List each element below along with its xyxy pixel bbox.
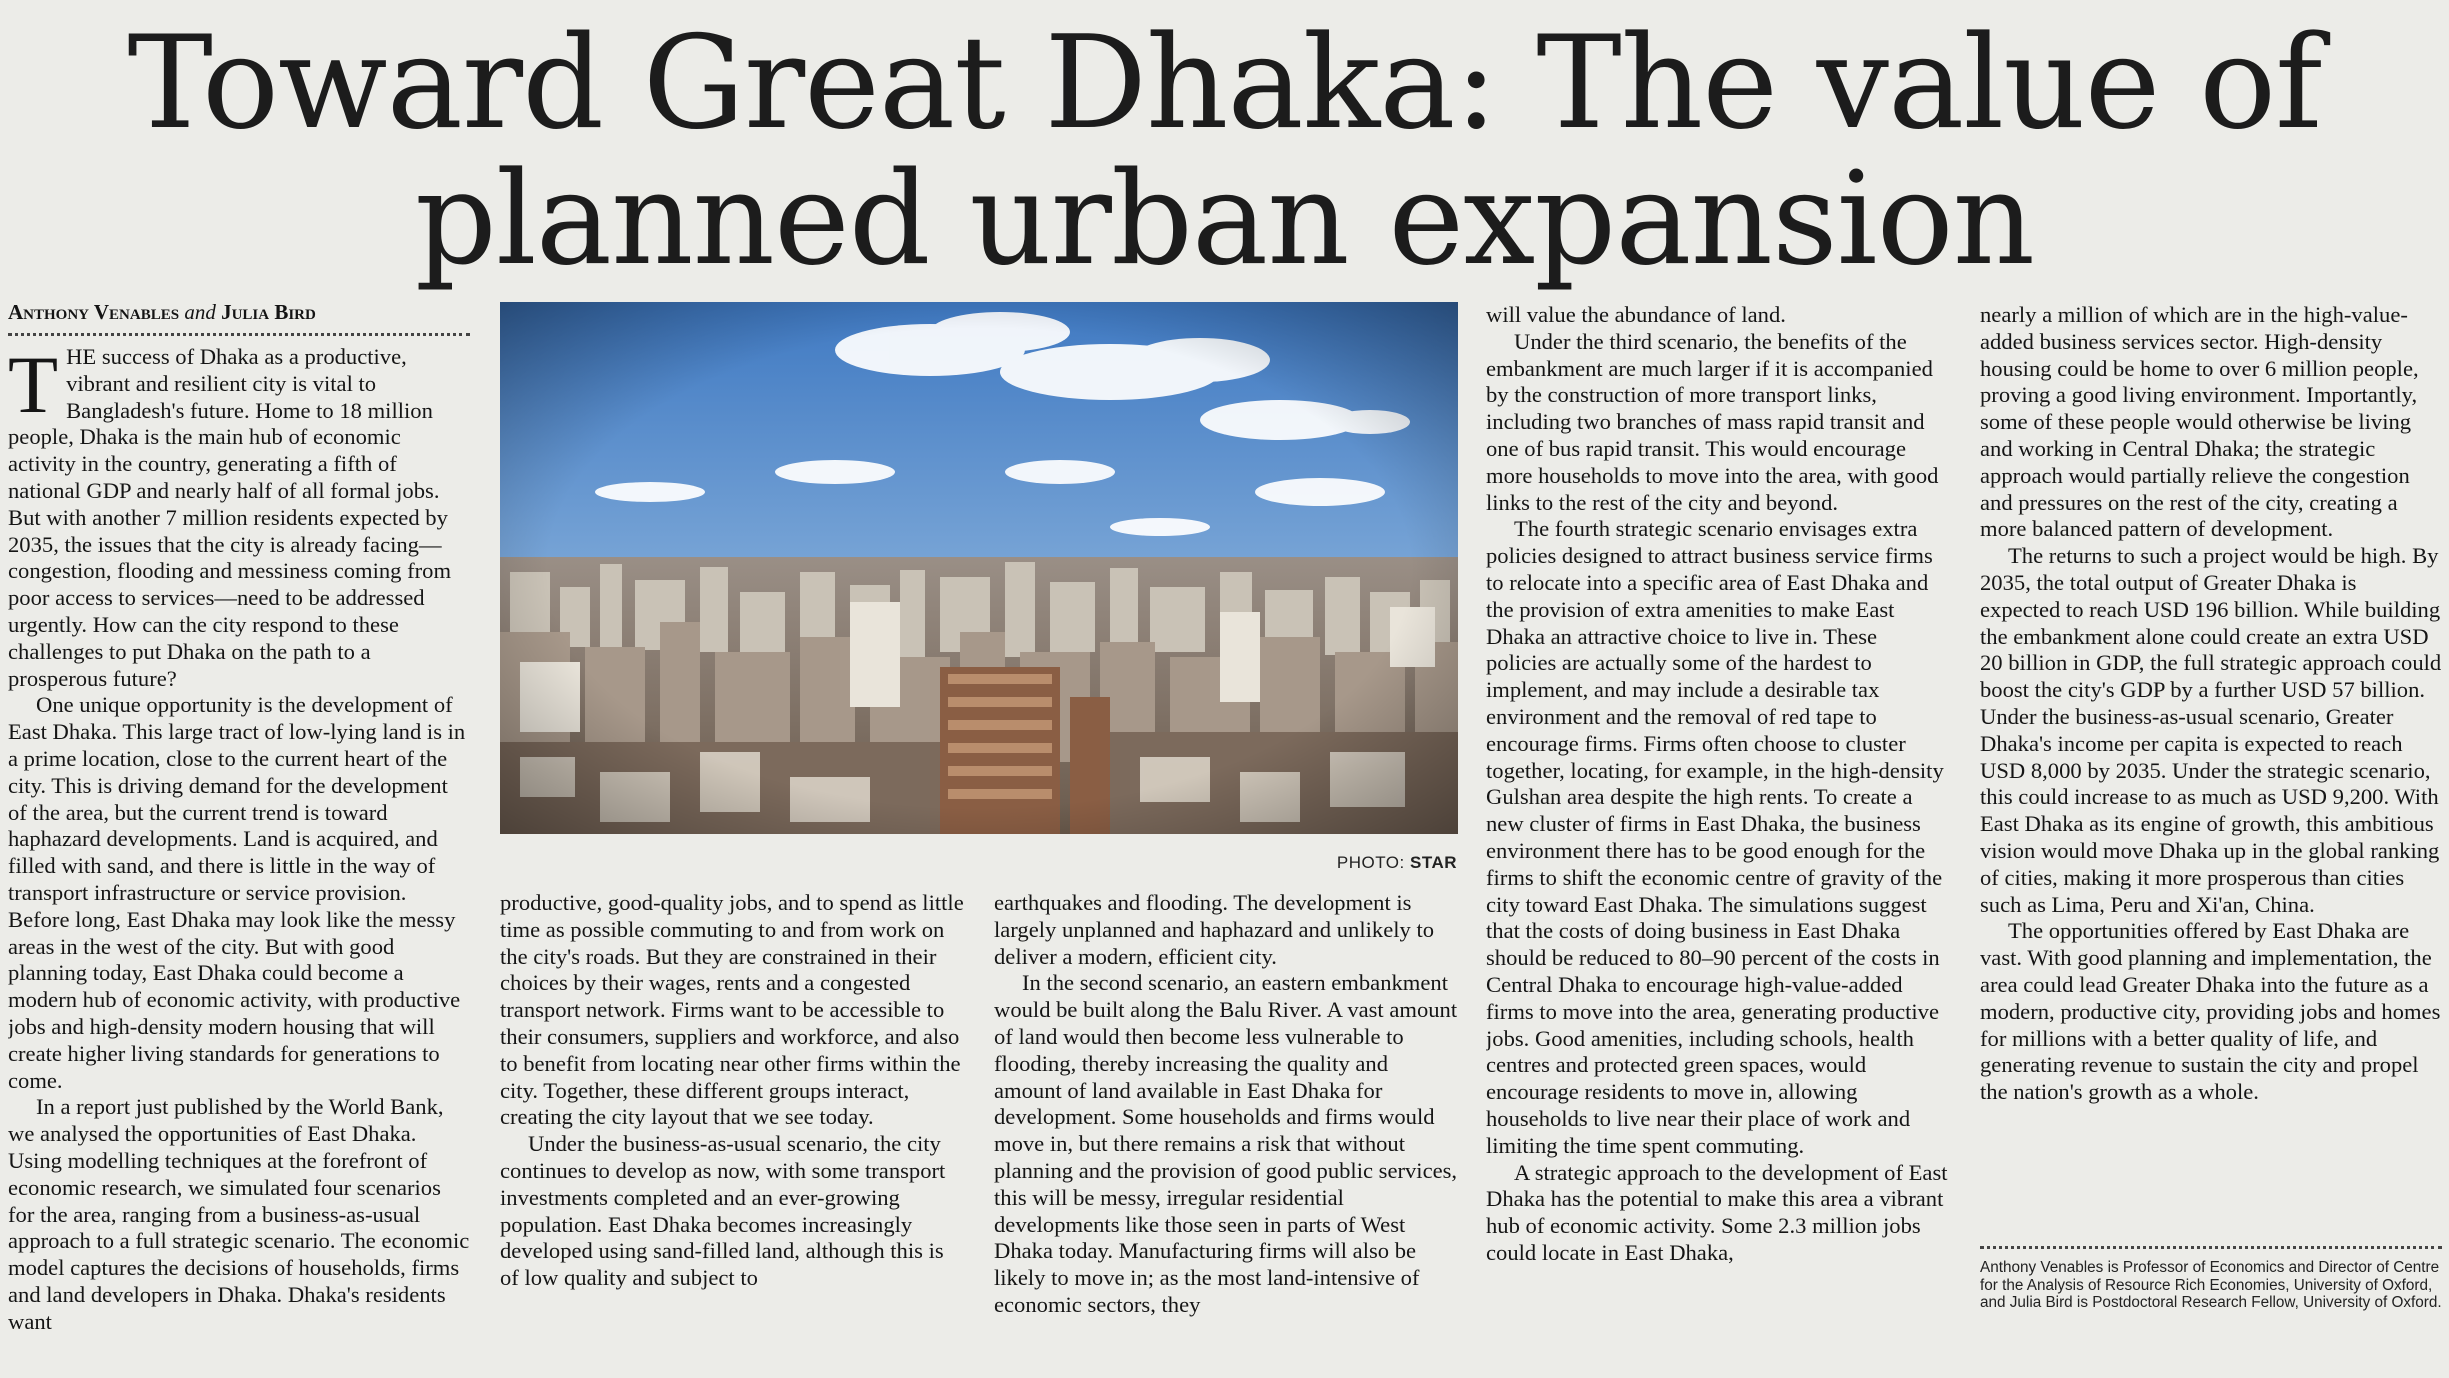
paragraph: nearly a million of which are in the high-value-added business services sector. High-density housing could be home to over 6 million people, proving a good living environment. Importantly, some of these people would otherwise be living and working in Central Dhaka; the strategic approach would partially relieve the congestion and pressures on the rest of the city, creating a more balanced pattern of development. bbox=[1980, 302, 2419, 542]
author-bio: Anthony Venables is Professor of Economics and Director of Centre for the Analysis of Resource Rich Economies, University of Oxford, and Julia Bird is Postdoctoral Research Fellow, University of Oxford. bbox=[1980, 1246, 2442, 1312]
paragraph: The fourth strategic scenario envisages extra policies designed to attract business service firms to relocate into a specific area of East Dhaka and the provision of extra amenities to make East Dhaka an attractive choice to live in. These policies are actually some of the hardest to implement, and may include a desirable tax environment and the removal of red tape to encourage firms. Firms often choose to cluster together, locating, for example, in the high-density Gulshan area despite the high rents. To create a new cluster of firms in East Dhaka, the business environment there has to be good enough for the firms to shift the economic centre of gravity of the city toward East Dhaka. The simulations suggest that the costs of doing business in East Dhaka should be reduced to 80–90 percent of the costs in Central Dhaka to encourage high-value-added firms to move into the area, generating productive jobs. Good amenities, including schools, health centres and protected green spaces, would encourage residents to move in, allowing households to live near their place of work and limiting the time spent commuting. bbox=[1486, 516, 1944, 1158]
lead-caps: HE bbox=[66, 344, 97, 369]
paragraph: Under the third scenario, the benefits of the embankment are much larger if it is accompanied by the construction of more transport links, including two branches of mass rapid transit and one of bus rapid transit. This would encourage more households to move into the area, with good links to the rest of the city and beyond. bbox=[1486, 328, 1939, 515]
paragraph: A strategic approach to the development of East Dhaka has the potential to make this area a vibrant hub of economic activity. Some 2.3 million jobs could locate in East Dhaka, bbox=[1486, 1159, 1948, 1265]
article-column-2 bbox=[500, 890, 965, 1356]
paragraph: Under the business-as-usual scenario, the city continues to develop as now, with some transport investments completed and an ever-growing population. East Dhaka becomes increasingly developed using sand-filled land, although this is of low quality and subject to bbox=[500, 1131, 946, 1291]
byline bbox=[8, 300, 470, 336]
paragraph: In the second scenario, an eastern embankment would be built along the Balu River. A vast amount of land would then become less vulnerable to flooding, thereby increasing the quality and amount of land available in East Dhaka for development. Some households and firms would move in, but there remains a risk that without planning and the provision of good public services, this will be messy, irregular residential developments like those seen in parts of West Dhaka today. Manufacturing firms will also be likely to move in; as the most land-intensive of economic sectors, they bbox=[994, 970, 1458, 1317]
paragraph: One unique opportunity is the development of East Dhaka. This large tract of low-lying land is in a prime location, close to the current heart of the city. This is driving demand for the development of the area, but the current trend is toward haphazard developments. Land is acquired, and filled with sand, and there is little in the way of transport infrastructure or service provision. Before long, East Dhaka may look like the messy areas in the west of the city. But with good planning today, East Dhaka could become a modern hub of economic activity, with productive jobs and high-density modern housing that will create higher living standards for generations to come. bbox=[8, 692, 466, 1093]
paragraph: The returns to such a project would be high. By 2035, the total output of Greater Dhaka is expected to reach USD 196 billion. While building the embankment alone could create an extra USD 20 billion in GDP, the full strategic approach could boost the city's GDP by a further USD 57 billion. Under the business-as-usual scenario, Greater Dhaka's income per capita is expected to reach USD 8,000 by 2035. Under the strategic scenario, this could increase to as much as USD 9,200. With East Dhaka as its engine of growth, this ambitious vision would move Dhaka up in the global ranking of cities, making it more prosperous than cities such as Lima, Peru and Xi'an, China. bbox=[1980, 543, 2442, 917]
author-2: Julia Bird bbox=[221, 300, 316, 324]
author-1: Anthony Venables bbox=[8, 300, 180, 324]
headline-line-2: planned urban expansion bbox=[414, 145, 2035, 294]
paragraph: earthquakes and flooding. The development is largely unplanned and haphazard and unlikely to deliver a modern, efficient city. bbox=[994, 890, 1435, 969]
drop-cap: T bbox=[8, 344, 59, 430]
dhaka-skyline-photo bbox=[500, 302, 1458, 834]
paragraph bbox=[8, 344, 470, 692]
paragraph: will value the abundance of land. bbox=[1486, 302, 1786, 327]
article-column-5 bbox=[1980, 302, 2442, 1238]
photo-credit-source: STAR bbox=[1409, 853, 1457, 872]
article-column-3 bbox=[994, 890, 1459, 1356]
photo-credit bbox=[1337, 853, 1457, 873]
paragraph: productive, good-quality jobs, and to spend as little time as possible commuting to and from work on the city's roads. But they are constrained in their choices by their wages, rents and a congested transport network. Firms want to be accessible to their consumers, suppliers and workforce, and also to benefit from locating near other firms within the city. Together, these different groups interact, creating the city layout that we see today. bbox=[500, 890, 964, 1130]
article-column-1 bbox=[8, 344, 470, 1356]
byline-conjunction: and bbox=[184, 300, 216, 324]
paragraph: The opportunities offered by East Dhaka are vast. With good planning and implementation, the area could lead Greater Dhaka into the future as a modern, productive city, providing jobs and homes for millions with a better quality of life, and generating revenue to sustain the city and propel the nation's growth as a whole. bbox=[1980, 918, 2441, 1105]
photo-credit-label: PHOTO: bbox=[1336, 853, 1405, 872]
article-column-4 bbox=[1486, 302, 1951, 1356]
paragraph-text: success of Dhaka as a productive, vibrant and resilient city is vital to Bangladesh's future. Home to 18 million people, Dhaka is the main hub of economic activity in the country, generating a fifth of national GDP and nearly half of all formal jobs. But with another 7 million residents expected by 2035, the issues that the city is already facing—congestion, flooding and messiness coming from poor access to services—need to be addressed urgently. How can the city respond to these challenges to put Dhaka on the path to a prosperous future? bbox=[8, 344, 452, 691]
paragraph: In a report just published by the World Bank, we analysed the opportunities of East Dhaka. Using modelling techniques at the forefront of economic research, we simulated four scenarios for the area, ranging from a business-as-usual approach to a full strategic scenario. The economic model captures the decisions of households, firms and land developers in Dhaka. Dhaka's residents want bbox=[8, 1094, 470, 1334]
headline-line-1: Toward Great Dhaka: The value of bbox=[127, 9, 2322, 158]
